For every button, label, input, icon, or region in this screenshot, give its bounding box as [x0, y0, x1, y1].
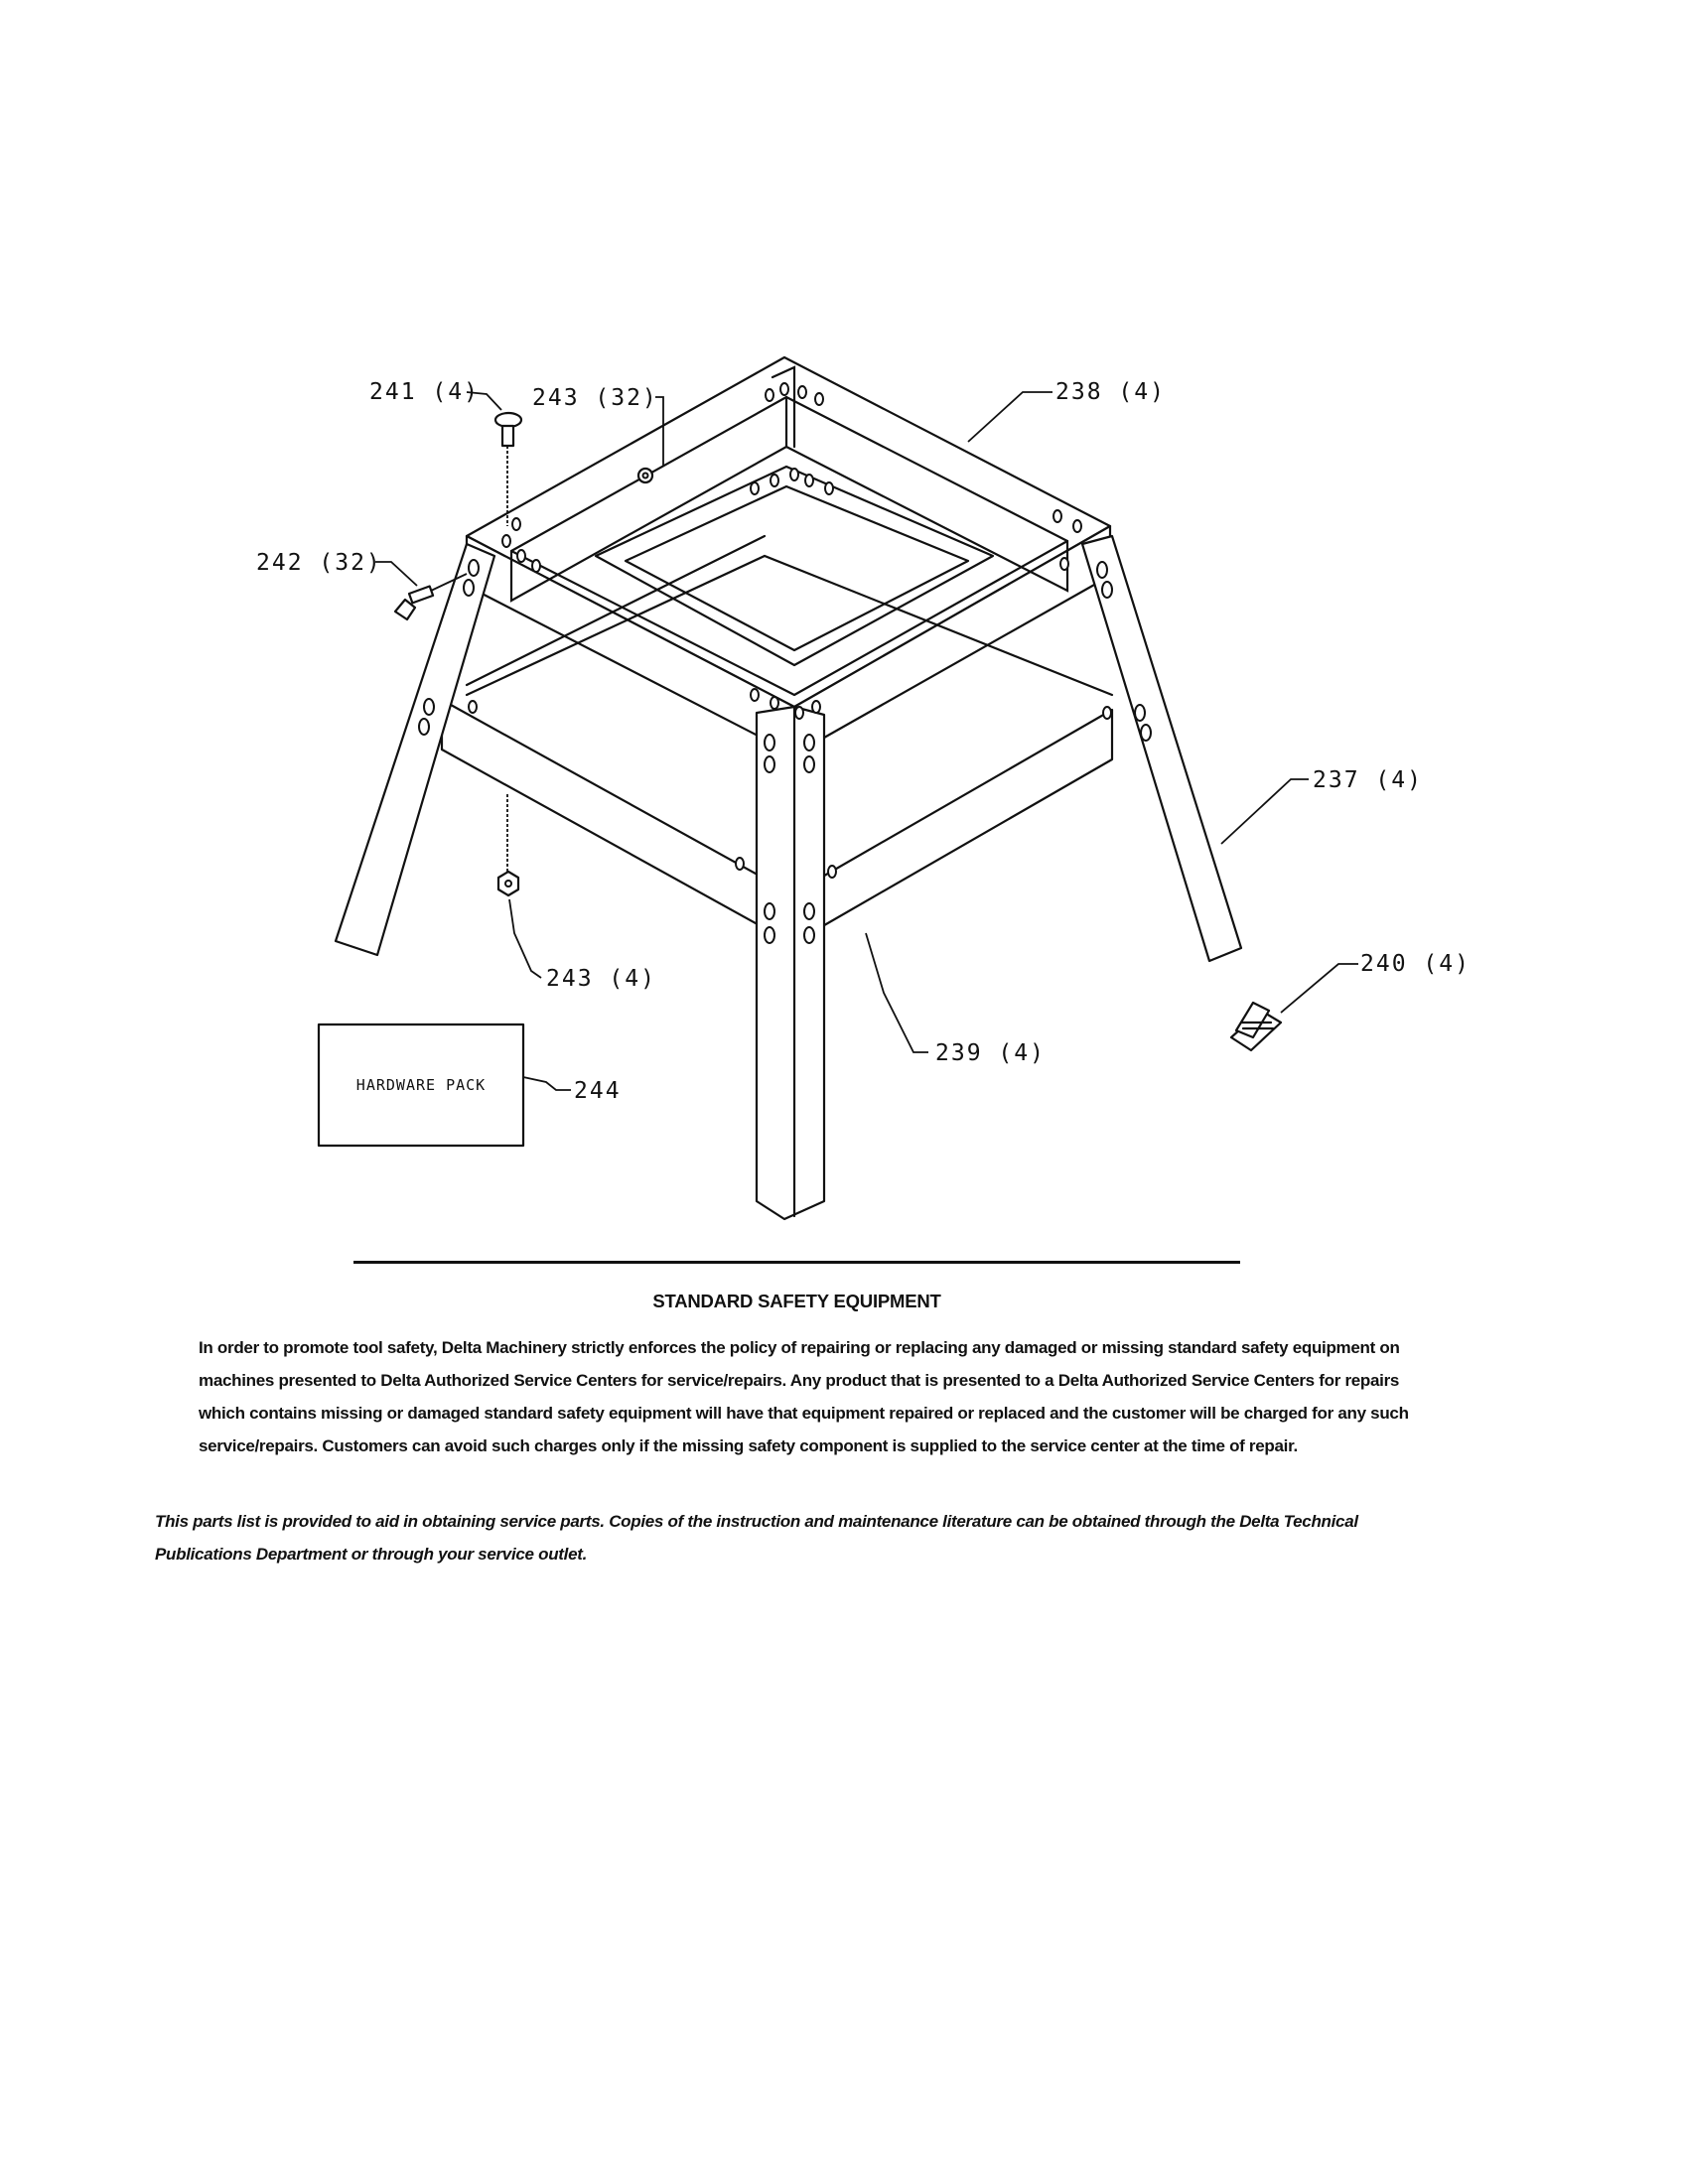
hardware-pack-box — [319, 1024, 523, 1146]
callout-237: 237 (4) — [1313, 767, 1423, 793]
stretcher-front-right — [819, 710, 1112, 928]
safety-heading: STANDARD SAFETY EQUIPMENT — [652, 1291, 941, 1311]
top-frame — [467, 357, 1110, 754]
leg-front — [757, 707, 824, 1219]
safety-paragraph: In order to promote tool safety, Delta Machinery strictly enforces the policy of repairing or replacing any damaged or missing standard safety equipment on machines presented to Delta Authorized Service Centers for service/repairs. Any product that is presented to a Delta Authorized Service Centers for repairs which contains missing or damaged standard safety equipment will have that equipment repaired or replaced and the customer will be charged for any such service/repairs. Customers can avoid such charges only if the missing safety component is supplied to the service center at the time of repair. — [199, 1338, 1409, 1455]
parts-list-note: This parts list is provided to aid in obtaining service parts. Copies of the instruction and maintenance literature can be obtained through the Delta Technical Publications Department or through your service outlet. — [155, 1512, 1358, 1564]
callout-241: 241 (4) — [369, 379, 480, 405]
callout-244: 244 — [574, 1078, 622, 1104]
callout-240: 240 (4) — [1360, 951, 1471, 977]
nut-243-bottom — [498, 794, 518, 895]
section-divider — [353, 1261, 1240, 1264]
nut-243-top — [638, 469, 652, 482]
hardware-pack-label: HARDWARE PACK — [355, 1076, 487, 1094]
foot-240 — [1231, 1003, 1281, 1050]
callout-239: 239 (4) — [935, 1040, 1046, 1066]
callout-242: 242 (32) — [256, 550, 382, 576]
callout-243-bottom: 243 (4) — [546, 966, 656, 992]
callout-238: 238 (4) — [1055, 379, 1166, 405]
callout-243-top: 243 (32) — [532, 385, 658, 411]
stretcher-front-left — [442, 700, 765, 928]
